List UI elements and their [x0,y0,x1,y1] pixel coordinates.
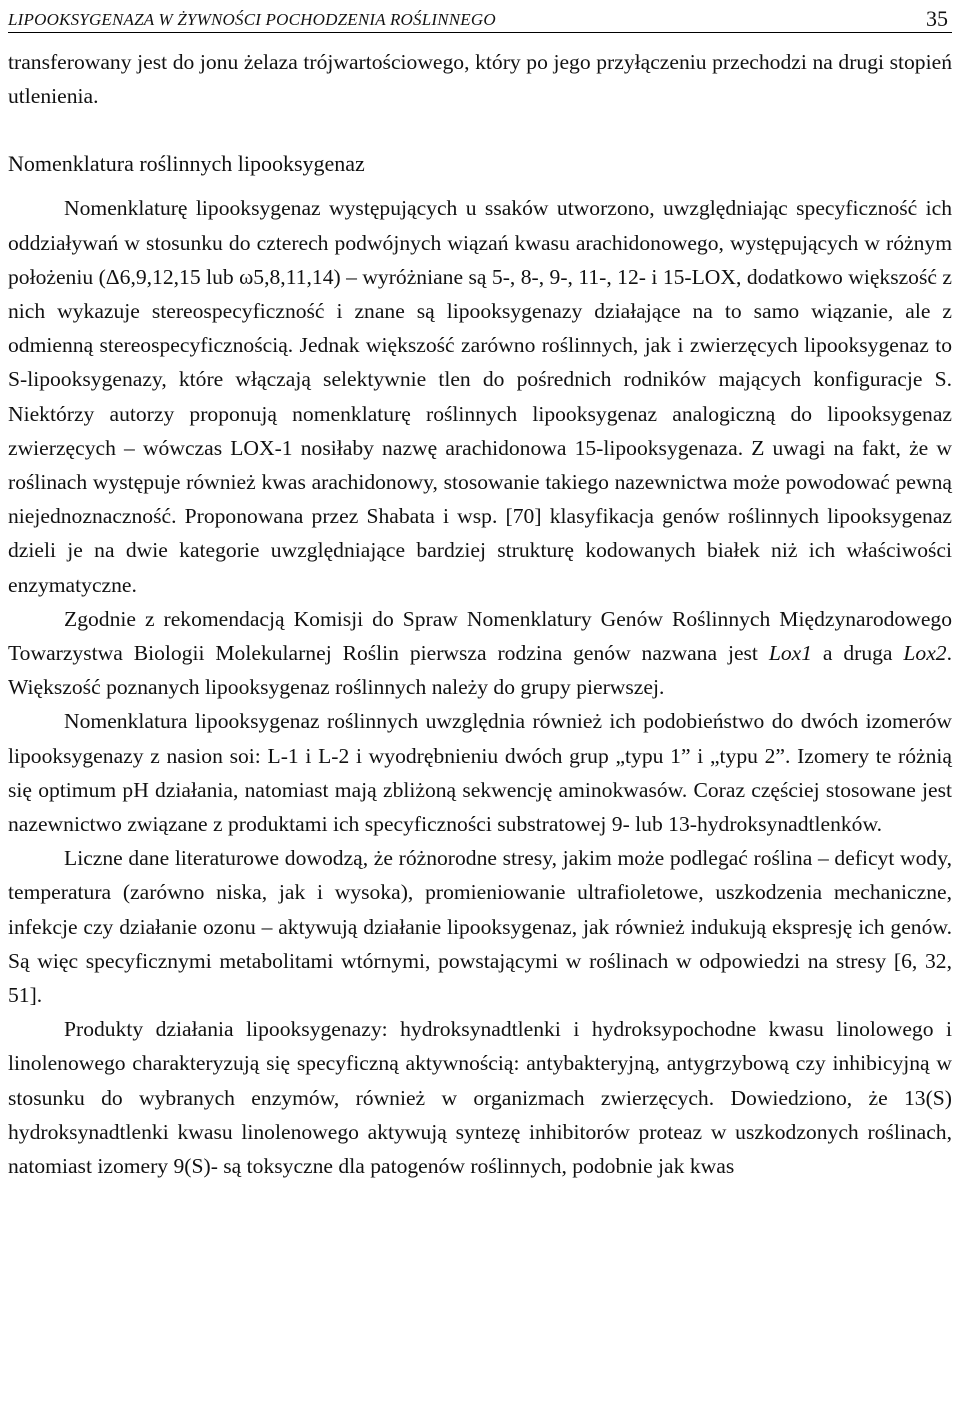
paragraph-soy-isomers: Nomenklatura lipooksygenaz roślinnych uwzględnia również ich podobieństwo do dwóch izomerów lipooksygenazy z nasion soi: L-1 i L-2 i wyodrębnieniu dwóch grup „typu 1” i „typu 2”. Izomery te różnią się optimum pH działania, natomiast mają zbliżoną sekwencję aminokwasów. Coraz częściej stosowane jest nazewnictwo związane z produktami ich specyficzności substratowej 9- lub 13-hydroksynadtlenków. [8,709,952,837]
paragraph-gene-families-text-1: Zgodnie z rekomendacją Komisji do Spraw Nomenklatury Genów Roślinnych Międzynarodowego Towarzystwa Biologii Molekularnej Roślin pierwsza rodzina genów nazwana jest [8,606,952,666]
paragraph-gene-families-text-3: . Większość poznanych lipooksygenaz roślinnych należy do grupy pierwszej. [8,641,952,700]
body-text [8,45,952,1183]
section-heading: Nomenklatura roślinnych lipooksygenaz [8,151,365,177]
running-header [8,2,952,33]
paragraph-gene-families [8,602,952,705]
continuation-paragraph: transferowany jest do jonu żelaza trójwartościowego, który po jego przyłączeniu przechodzi na drugi stopień utlenienia. [8,50,952,109]
page-number: 35 [926,6,948,31]
paragraph-stress: Liczne dane literaturowe dowodzą, że różnorodne stresy, jakim może podlegać roślina – deficyt wody, temperatura (zarówno niska, jak i wysoka), promieniowanie ultrafioletowe, uszkodzenia mechaniczne, infekcje czy działanie ozonu – aktywują działanie lipooksygenaz, jak również indukują ekspresję ich genów. Są więc specyficznymi metabolitami wtórnymi, powstającymi w roślinach w odpowiedzi na stresy [6, 32, 51]. [8,846,952,1008]
gene-name-lox1: Lox1 [768,641,812,666]
gene-name-lox2: Lox2 [903,641,947,666]
paragraph-gene-families-text-2: a druga [812,641,904,666]
document-page [8,0,952,1183]
running-title: LIPOOKSYGENAZA W ŻYWNOŚCI POCHODZENIA ROŚLINNEGO [8,10,496,29]
paragraph-products: Produkty działania lipooksygenazy: hydroksynadtlenki i hydroksypochodne kwasu linolowego i linolenowego charakteryzują się specyficzną aktywnością: antybakteryjną, antygrzybową czy inhibicyjną w stosunku do wybranych enzymów, również w organizmach zwierzęcych. Dowiedziono, że 13(S) hydroksynadtlenki kwasu linolenowego aktywują syntezę inhibitorów proteaz w uszkodzonych roślinach, natomiast izomery 9(S)- są toksyczne dla patogenów roślinnych, podobnie jak kwas [8,1017,952,1179]
paragraph-nomenclature: Nomenklaturę lipooksygenaz występujących u ssaków utworzono, uwzględniając specyficzność ich oddziaływań w stosunku do czterech podwójnych wiązań kwasu arachidonowego, występujących w różnym położeniu (Δ6,9,12,15 lub ω5,8,11,14) – wyróżniane są 5-, 8-, 9-, 11-, 12- i 15-LOX, dodatkowo większość z nich wykazuje stereospecyficzność i znane są lipooksygenazy działające na to samo wiązanie, ale z odmienną stereospecyficznością. Jednak większość zarówno roślinnych, jak i zwierzęcych lipooksygenaz to S-lipooksygenazy, które włączają selektywnie tlen do pośrednich rodników mających konfiguracje S. Niektórzy autorzy proponują nomenklaturę roślinnych lipooksygenaz analogiczną do lipooksygenaz zwierzęcych – wówczas LOX-1 nosiłaby nazwę arachidonowa 15-lipooksygenaza. Z uwagi na fakt, że w roślinach występuje również kwas arachidonowy, stosowanie takiego nazewnictwa może powodować pewną niejednoznaczność. Proponowana przez Shabata i wsp. [70] klasyfikacja genów roślinnych lipooksygenaz dzieli je na dwie kategorie uwzględniające bardziej strukturę kodowanych białek niż ich właściwości enzymatyczne. [8,196,952,597]
